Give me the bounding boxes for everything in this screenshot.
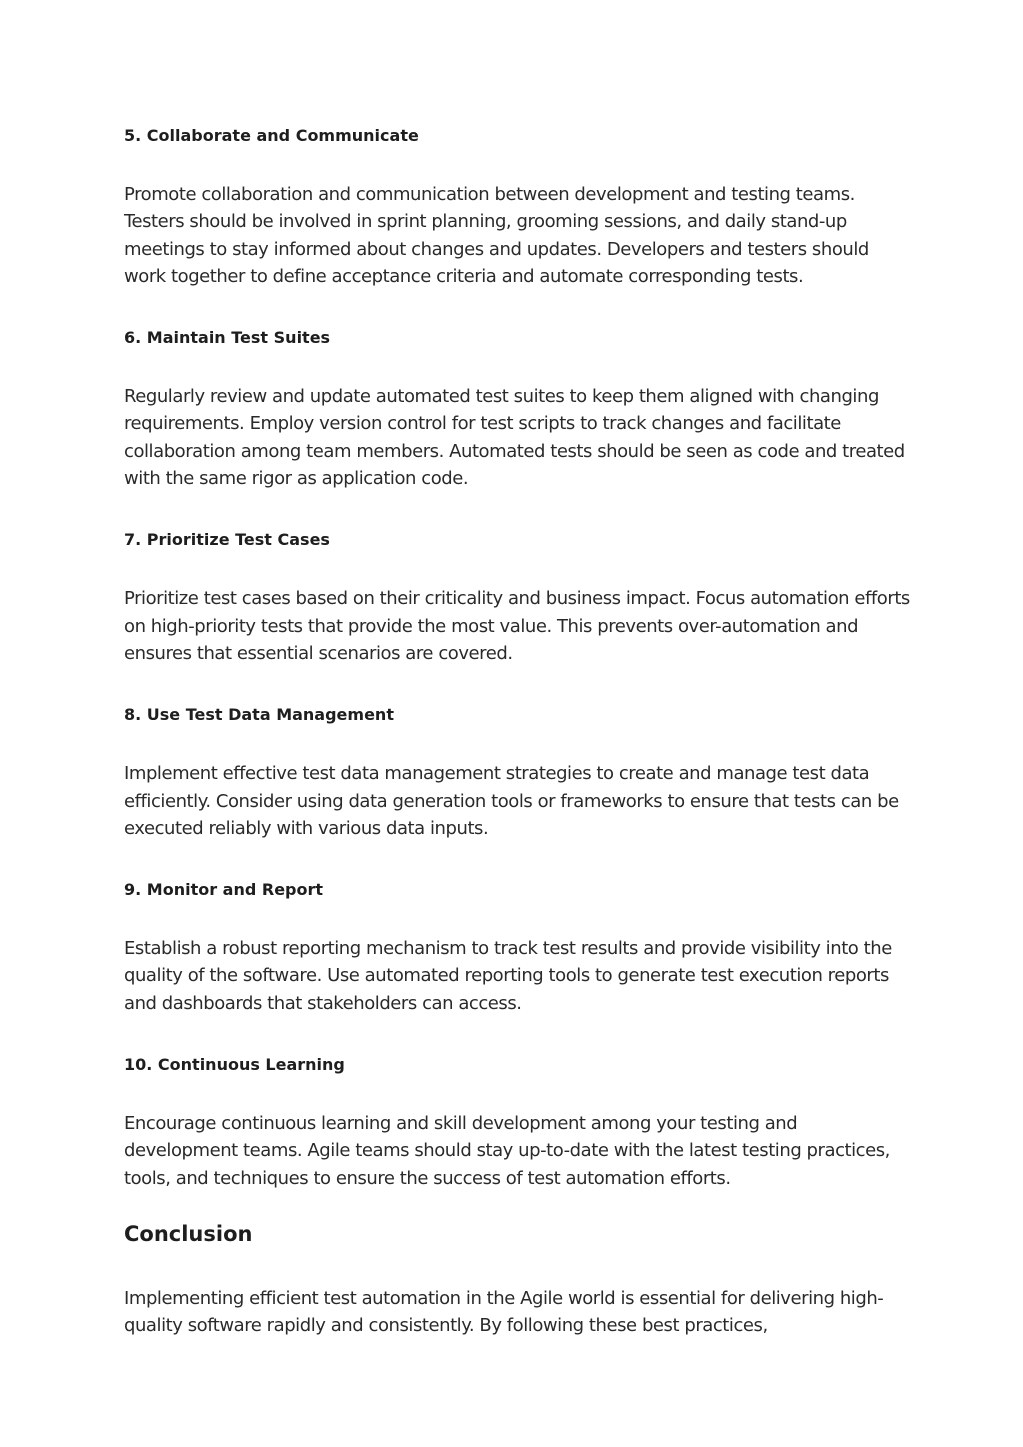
section-paragraph: Encourage continuous learning and skill development among your testing and development teams. Agile teams should stay up-to-date with the latest testing practices, tools, and techniques to ensure the success of test automation efforts. xyxy=(124,1113,890,1189)
section-heading: 8. Use Test Data Management xyxy=(124,705,394,725)
conclusion-paragraph: Implementing efficient test automation in the Agile world is essential for delivering high-quality software rapidly and consistently. By following these best practices, xyxy=(124,1287,884,1337)
section-paragraph: Establish a robust reporting mechanism to track test results and provide visibility into the quality of the software. Use automated reporting tools to generate test execution reports and dashboards that stakeholders can access. xyxy=(124,938,892,1014)
section-maintain-test-suites xyxy=(124,326,914,492)
section-heading: 6. Maintain Test Suites xyxy=(124,328,331,348)
section-heading: 7. Prioritize Test Cases xyxy=(124,530,330,550)
section-paragraph: Regularly review and update automated test suites to keep them aligned with changing requirements. Employ version control for test scripts to track changes and facilitate collaboration among team members. Automated tests should be seen as code and treated with the same rigor as application code. xyxy=(124,386,905,490)
section-test-data-management xyxy=(124,703,914,842)
section-paragraph: Prioritize test cases based on their criticality and business impact. Focus automation efforts on high-priority tests that provide the most value. This prevents over-automation and ensures that essential scenarios are covered. xyxy=(124,588,910,664)
conclusion-heading: Conclusion xyxy=(124,1221,253,1246)
section-paragraph: Promote collaboration and communication between development and testing teams. Testers should be involved in sprint planning, grooming sessions, and daily stand-up meetings to stay informed about changes and updates. Developers and testers should work together to define acceptance criteria and automate corresponding tests. xyxy=(124,184,869,287)
section-heading: 10. Continuous Learning xyxy=(124,1055,345,1075)
section-paragraph: Implement effective test data management strategies to create and manage test data efficiently. Consider using data generation tools or frameworks to ensure that tests can be executed reliably with various data inputs. xyxy=(124,763,899,839)
section-continuous-learning xyxy=(124,1053,914,1192)
section-heading: 5. Collaborate and Communicate xyxy=(124,126,419,145)
section-collaborate xyxy=(124,124,914,290)
section-prioritize-test-cases xyxy=(124,528,914,667)
conclusion-section xyxy=(124,1219,914,1340)
section-heading: 9. Monitor and Report xyxy=(124,880,324,900)
section-monitor-and-report xyxy=(124,878,914,1017)
document-page xyxy=(124,124,914,1376)
